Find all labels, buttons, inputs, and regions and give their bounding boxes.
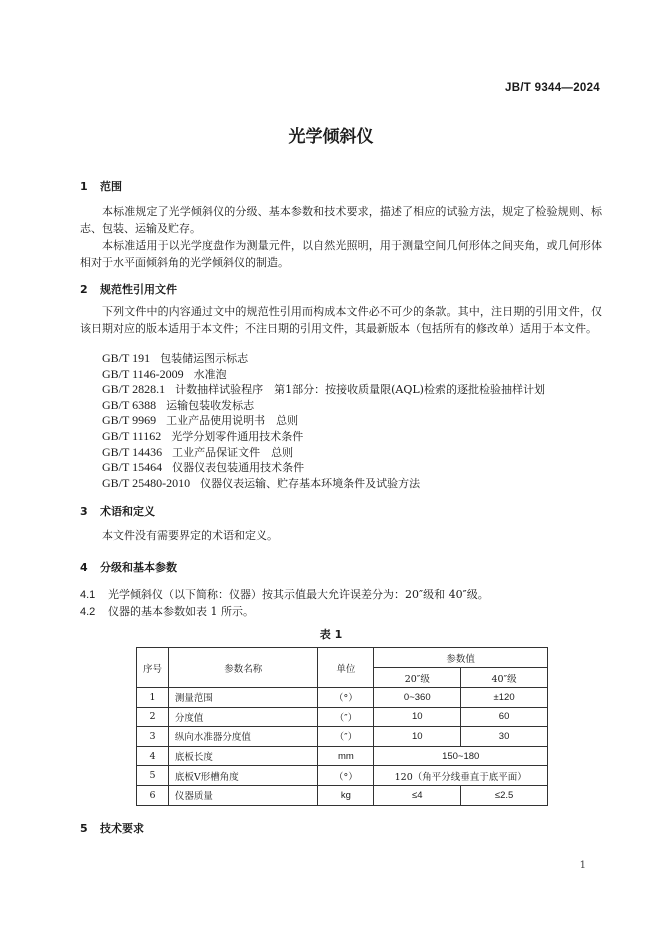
cell-unit: （°） <box>318 766 374 786</box>
section-2-paragraph-1: 下列文件中的内容通过文中的规范性引用而构成本文件必不可少的条款。其中，注日期的引用文件，仅该日期对应的版本适用于本文件；不注日期的引用文件，其最新版本（包括所有的修改单）适用于本文件。 <box>80 305 602 335</box>
table-row <box>137 785 548 805</box>
reference-item: GB/T 1146-2009 水准泡 <box>102 366 227 381</box>
header-grade-40: 40″级 <box>461 668 548 688</box>
cell-name: 分度值 <box>168 707 318 727</box>
clause-4-1 <box>80 586 489 602</box>
table-header-row <box>137 648 548 668</box>
cell-unit: mm <box>318 746 374 766</box>
cell-unit: （″） <box>318 707 374 727</box>
cell-value-40: 60 <box>461 707 548 727</box>
section-3-heading <box>80 503 155 519</box>
table-caption: 表 1 <box>319 628 343 641</box>
cell-name: 纵向水准器分度值 <box>168 727 318 747</box>
cell-unit: kg <box>318 785 374 805</box>
normative-reference-list <box>102 351 545 491</box>
header-no: 序号 <box>137 648 169 688</box>
clause-text: 光学倾斜仪（以下简称：仪器）按其示值最大允许误差分为：20″级和 40″级。 <box>108 588 489 601</box>
table-row <box>137 727 548 747</box>
cell-value-20: 0~360 <box>374 688 461 708</box>
section-number: 5 <box>80 822 88 835</box>
cell-value-40: 30 <box>461 727 548 747</box>
table-row <box>137 766 548 786</box>
reference-item: GB/T 6388 运输包装收发标志 <box>102 397 255 412</box>
section-title: 分级和基本参数 <box>100 561 177 574</box>
header-grade-20: 20″级 <box>374 668 461 688</box>
reference-item: GB/T 25480-2010 仪器仪表运输、贮存基本环境条件及试验方法 <box>102 475 421 490</box>
cell-value-20: 10 <box>374 727 461 747</box>
table-row <box>137 688 548 708</box>
table-row <box>137 746 548 766</box>
reference-item: GB/T 14436 工业产品保证文件 总则 <box>102 444 294 459</box>
cell-value-20: 10 <box>374 707 461 727</box>
clause-4-2 <box>80 603 254 619</box>
page-number: 1 <box>579 860 586 871</box>
section-title: 规范性引用文件 <box>100 283 177 296</box>
reference-item: GB/T 15464 仪器仪表包装通用技术条件 <box>102 460 305 475</box>
cell-no: 1 <box>137 688 169 708</box>
table-row <box>137 707 548 727</box>
clause-number: 4.2 <box>80 606 96 618</box>
cell-no: 5 <box>137 766 169 786</box>
section-number: 3 <box>80 505 88 518</box>
cell-value-40: ±120 <box>461 688 548 708</box>
cell-no: 6 <box>137 785 169 805</box>
header-unit: 单位 <box>318 648 374 688</box>
clause-text: 仪器的基本参数如表 1 所示。 <box>108 605 254 618</box>
cell-unit: （°） <box>318 688 374 708</box>
section-title: 术语和定义 <box>100 505 155 518</box>
section-3-paragraph-1: 本文件没有需要界定的术语和定义。 <box>102 529 278 542</box>
section-1-paragraph-1: 本标准规定了光学倾斜仪的分级、基本参数和技术要求，描述了相应的试验方法，规定了检验规则、标志、包装、运输及贮存。 <box>80 205 602 235</box>
section-title: 技术要求 <box>100 822 144 835</box>
reference-item: GB/T 191 包装储运图示标志 <box>102 351 249 365</box>
cell-value-merged: 120（角平分线垂直于底平面） <box>374 766 548 786</box>
cell-unit: （″） <box>318 727 374 747</box>
cell-name: 测量范围 <box>168 688 318 708</box>
cell-name: 底板长度 <box>168 746 318 766</box>
section-number: 2 <box>80 283 88 296</box>
cell-no: 2 <box>137 707 169 727</box>
cell-name: 仪器质量 <box>168 785 318 805</box>
standard-code: JB/T 9344—2024 <box>505 82 600 94</box>
section-5-heading <box>80 820 144 836</box>
cell-value-merged: 150~180 <box>374 746 548 766</box>
section-4-heading <box>80 559 177 575</box>
clause-number: 4.1 <box>80 589 96 601</box>
reference-item: GB/T 2828.1 计数抽样试验程序 第1部分：按接收质量限(AQL)检索的逐批检验抽样计划 <box>102 382 545 397</box>
basic-parameters-table <box>136 647 548 806</box>
cell-value-40: ≤2.5 <box>461 785 548 805</box>
reference-item: GB/T 11162 光学分划零件通用技术条件 <box>102 428 304 443</box>
cell-value-20: ≤4 <box>374 785 461 805</box>
cell-no: 3 <box>137 727 169 747</box>
cell-name: 底板V形槽角度 <box>168 766 318 786</box>
section-1-heading <box>80 178 122 194</box>
section-2-heading <box>80 281 177 297</box>
section-number: 1 <box>80 180 88 193</box>
section-1-paragraph-2: 本标准适用于以光学度盘作为测量元件，以自然光照明，用于测量空间几何形体之间夹角，或几何形体相对于水平面倾斜角的光学倾斜仪的制造。 <box>80 239 602 269</box>
reference-item: GB/T 9969 工业产品使用说明书 总则 <box>102 413 299 428</box>
cell-no: 4 <box>137 746 169 766</box>
section-title: 范围 <box>100 180 122 193</box>
header-name: 参数名称 <box>168 648 318 688</box>
document-title: 光学倾斜仪 <box>288 127 374 147</box>
header-value-group: 参数值 <box>374 648 548 668</box>
section-number: 4 <box>80 561 88 574</box>
